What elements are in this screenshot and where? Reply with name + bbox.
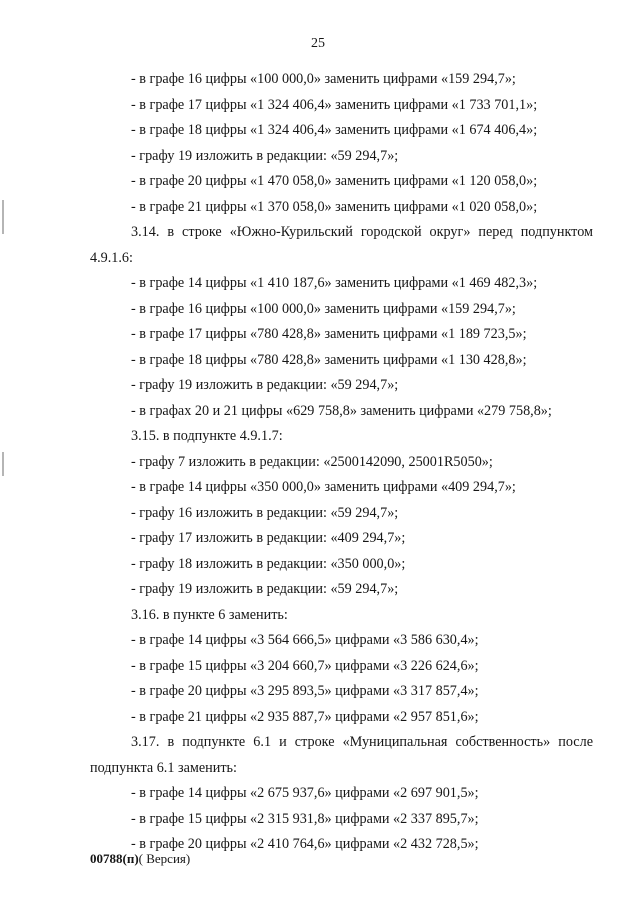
text-line: - в графе 14 цифры «1 410 187,6» заменить цифрами «1 469 482,3»;	[131, 275, 538, 291]
text-line: - графу 18 изложить в редакции: «350 000,0»;	[131, 555, 406, 572]
document-version: ( Версия)	[138, 851, 191, 866]
text-line: - в графе 15 цифры «3 204 660,7» цифрами «3 226 624,6»;	[131, 657, 479, 674]
text-line: - в графе 15 цифры «2 315 931,8» цифрами «2 337 895,7»;	[131, 810, 479, 827]
text-line: - в графе 21 цифры «1 370 058,0» заменить цифрами «1 020 058,0»;	[131, 198, 538, 215]
text-line: - в графе 20 цифры «2 410 764,6» цифрами «2 432 728,5»;	[131, 836, 479, 852]
text-line: - в графе 20 цифры «3 295 893,5» цифрами «3 317 857,4»;	[131, 683, 479, 699]
document-code: 00788(п)	[90, 851, 139, 866]
text-line: - графу 19 изложить в редакции: «59 294,7»;	[131, 147, 399, 164]
text-line: - графу 19 изложить в редакции: «59 294,7»;	[131, 377, 399, 393]
text-line: - в графах 20 и 21 цифры «629 758,8» заменить цифрами «279 758,8»;	[131, 402, 552, 419]
section-heading-3-16: 3.16. в пункте 6 заменить:	[131, 606, 288, 623]
page-number: 25	[311, 36, 325, 51]
document-footer	[90, 851, 190, 867]
text-line-continuation: подпункта 6.1 заменить:	[90, 759, 237, 776]
text-line: - графу 16 изложить в редакции: «59 294,7»;	[131, 504, 399, 521]
text-line: - в графе 18 цифры «780 428,8» заменить цифрами «1 130 428,8»;	[131, 351, 527, 368]
text-line: - в графе 17 цифры «1 324 406,4» заменить цифрами «1 733 701,1»;	[131, 96, 538, 113]
text-line: - в графе 16 цифры «100 000,0» заменить цифрами «159 294,7»;	[131, 300, 516, 317]
section-heading-3-14: 3.14. в строке «Южно-Курильский городской округ» перед подпунктом	[131, 224, 593, 240]
text-line: - в графе 20 цифры «1 470 058,0» заменить цифрами «1 120 058,0»;	[131, 173, 538, 189]
text-line: - графу 7 изложить в редакции: «2500142090, 25001R5050»;	[131, 453, 493, 470]
text-line: - в графе 16 цифры «100 000,0» заменить цифрами «159 294,7»;	[131, 71, 516, 87]
text-line: - в графе 17 цифры «780 428,8» заменить цифрами «1 189 723,5»;	[131, 326, 527, 342]
text-line: - в графе 14 цифры «2 675 937,6» цифрами «2 697 901,5»;	[131, 785, 479, 801]
text-line: - графу 17 изложить в редакции: «409 294,7»;	[131, 530, 406, 546]
text-line: - в графе 21 цифры «2 935 887,7» цифрами «2 957 851,6»;	[131, 708, 479, 725]
text-line: - в графе 14 цифры «3 564 666,5» цифрами «3 586 630,4»;	[131, 632, 479, 648]
document-body	[0, 67, 636, 858]
text-line-continuation: 4.9.1.6:	[90, 249, 133, 266]
text-line: - графу 19 изложить в редакции: «59 294,7»;	[131, 581, 399, 597]
text-line: - в графе 18 цифры «1 324 406,4» заменить цифрами «1 674 406,4»;	[131, 122, 538, 138]
text-line: - в графе 14 цифры «350 000,0» заменить цифрами «409 294,7»;	[131, 479, 516, 495]
section-heading-3-15: 3.15. в подпункте 4.9.1.7:	[131, 428, 283, 444]
section-heading-3-17: 3.17. в подпункте 6.1 и строке «Муниципальная собственность» после	[131, 734, 593, 750]
